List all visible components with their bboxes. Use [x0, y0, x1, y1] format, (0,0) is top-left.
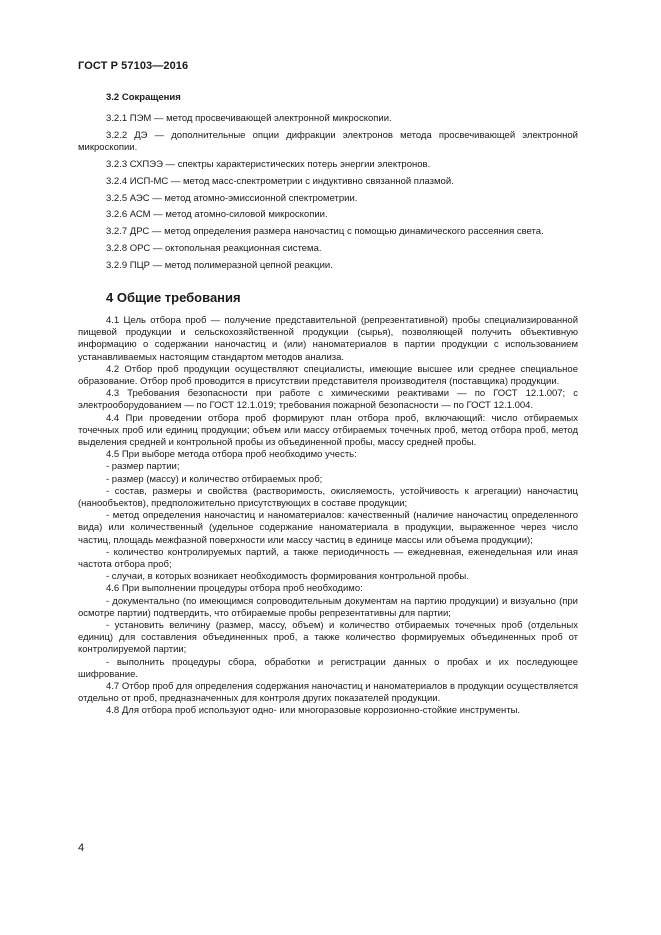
paragraph: 4.1 Цель отбора проб — получение представительной (репрезентативной) пробы специализированной пищевой продукции и сельскохозяйственной продукции (сырья), позволяющей получить объективную информацию о содержании наночастиц и (или) наноматериалов в партии продукции с использованием устанавливаемых настоящим стандартом методов анализа. — [78, 314, 578, 363]
list-item: - случаи, в которых возникает необходимость формирования контрольной пробы. — [106, 571, 469, 583]
paragraph: 4.3 Требования безопасности при работе с химическими реактивами — по ГОСТ 12.1.007; с электрооборудованием — по ГОСТ 12.1.019; требования пожарной безопасности — по ГОСТ 12.1.004. — [78, 388, 578, 412]
paragraph: 4.6 При выполнении процедуры отбора проб необходимо: — [106, 583, 363, 595]
list-item: - метод определения наночастиц и наноматериалов: качественный (наличие наночастиц определенного вида) или количественный (удельное содержание наноматериала в продукции, выраженное через число частиц, площадь межфазной поверхности или массу частиц в единице массы или объема продукции); — [78, 510, 578, 546]
abbreviation-item: 3.2.7 ДРС — метод определения размера наночастиц с помощью динамического рассеяния света. — [106, 226, 544, 238]
abbreviation-item: 3.2.9 ПЦР — метод полимеразной цепной реакции. — [106, 259, 333, 271]
page-content — [78, 92, 578, 718]
paragraph: 4.8 Для отбора проб используют одно- или многоразовые коррозионно-стойкие инструменты. — [106, 705, 521, 717]
paragraph: 4.4 При проведении отбора проб формируют план отбора проб, включающий: число отбираемых точечных проб или единиц продукции; объем или массу отбираемых точечных проб, метод отбора проб, метод выделения средней и контрольной пробы из объединенной пробы, массу средней пробы. — [78, 412, 578, 449]
list-item: - количество контролируемых партий, а также периодичность — ежедневная, еженедельная или иная частота отбора проб; — [78, 546, 578, 571]
list-item: - документально (по имеющимся сопроводительным документам на партию продукции) и визуально (при осмотре партии) подтвердить, что отбираемые пробы репрезентативны для партии; — [78, 595, 578, 619]
list-item: - размер (массу) и количество отбираемых проб; — [106, 473, 323, 485]
list-item: - установить величину (размер, массу, объем) и количество отбираемых точечных проб (отдельных единиц) для составления объединенных проб, а также количество формируемых объединенных проб от контролируемой партии; — [78, 620, 578, 656]
section-body — [78, 315, 578, 718]
abbreviation-item: 3.2.1 ПЭМ — метод просвечивающей электронной микроскопии. — [106, 113, 392, 125]
abbreviation-item: 3.2.5 АЭС — метод атомно-эмиссионной спектрометрии. — [106, 192, 358, 204]
abbreviations-heading: 3.2 Сокращения — [106, 92, 181, 103]
abbreviation-item: 3.2.4 ИСП-МС — метод масс-спектрометрии с индуктивно связанной плазмой. — [106, 175, 454, 187]
paragraph: 4.7 Отбор проб для определения содержания наночастиц и наноматериалов в продукции осуществляется отдельно от проб, предназначенных для контроля других показателей продукции. — [78, 681, 578, 705]
page-number: 4 — [78, 842, 85, 854]
paragraph: 4.5 При выборе метода отбора проб необходимо учесть: — [106, 449, 357, 461]
list-item: - выполнить процедуры сбора, обработки и регистрации данных о пробах и их последующее шифрование. — [78, 656, 578, 680]
paragraph: 4.2 Отбор проб продукции осуществляют специалисты, имеющие высшее или среднее специальное образование. Отбор проб проводится в присутствии представителя производителя (поставщика) продукции. — [78, 363, 578, 387]
list-item: - размер партии; — [106, 461, 180, 473]
list-item: - состав, размеры и свойства (растворимость, окисляемость, устойчивость к агрегации) наночастиц (нанообъектов), предположительно присутствующих в составе продукции; — [78, 485, 578, 510]
abbreviation-item: 3.2.8 ОРС — октопольная реакционная система. — [106, 242, 322, 254]
abbreviation-item: 3.2.6 АСМ — метод атомно-силовой микроскопии. — [106, 209, 328, 221]
abbreviations-list — [78, 113, 578, 272]
abbreviation-item: 3.2.3 СХПЭЭ — спектры характеристических потерь энергии электронов. — [106, 159, 431, 170]
document-header: ГОСТ Р 57103—2016 — [78, 60, 189, 72]
abbreviation-item: 3.2.2 ДЭ — дополнительные опции дифракции электронов метода просвечивающей электронной микроскопии. — [78, 130, 578, 154]
section-heading: 4 Общие требования — [106, 289, 241, 305]
